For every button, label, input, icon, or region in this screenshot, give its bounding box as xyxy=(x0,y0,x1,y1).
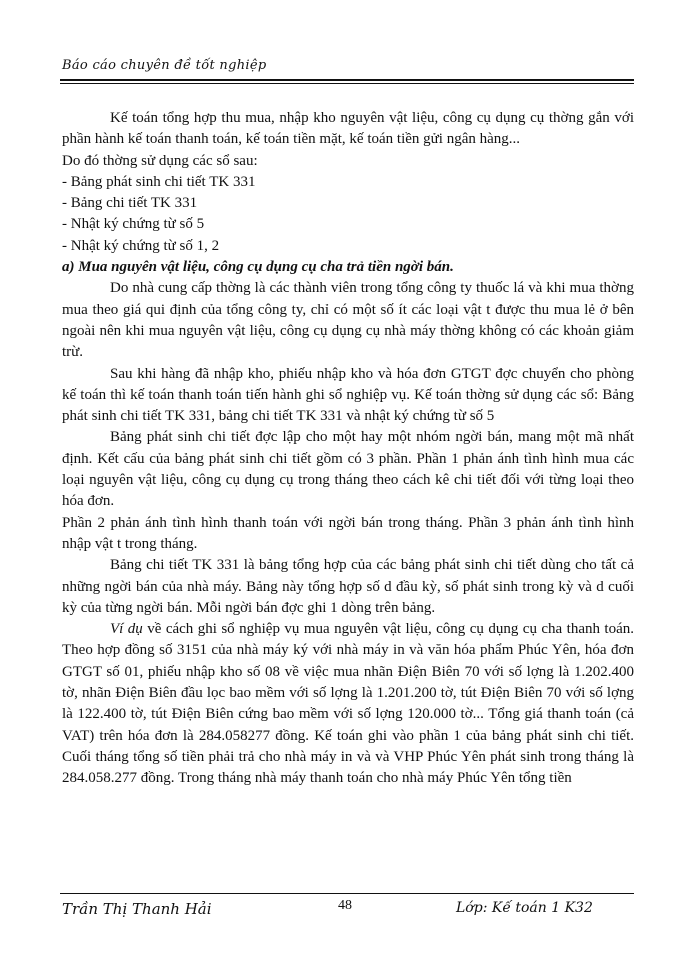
paragraph-2: Do đó thờng sử dụng các sổ sau: xyxy=(62,152,258,169)
list-item: - Nhật ký chứng từ số 1, 2 xyxy=(62,237,220,254)
list-item: - Bảng phát sinh chi tiết TK 331 xyxy=(62,173,256,190)
footer-class-label: Lớp: Kế toán 1 K32 xyxy=(456,900,593,916)
page-header-title: Báo cáo chuyên đề tốt nghiệp xyxy=(62,58,267,73)
section-heading-a: a) Mua nguyên vật liệu, công cụ dụng cụ cha trả tiền ngời bán. xyxy=(62,259,454,276)
example-label: Ví dụ xyxy=(110,621,143,638)
paragraph-8 xyxy=(62,619,634,789)
paragraph-8-text: về cách ghi sổ nghiệp vụ mua nguyên vật liệu, công cụ dụng cụ cha thanh toán. Theo hợp đồng số 3151 của nhà máy ký với nhà máy in và văn hóa phẩm Phúc Yên, hóa đơn GTGT số 01, phiếu nhập kho số 08 về việc mua nhãn Điện Biên 70 với số lợng là 1.202.400 tờ, nhãn Điện Biên đầu lọc bao mềm với số lợng là 1.201.200 tờ, tút Điện Biên 70 với số lợng là 122.400 tờ, tút Điện Biên cứng bao mềm với số lợng 120.000 tờ... Tổng giá thanh toán (cả VAT) trên hóa đơn là 284.058277 đồng. Kế toán ghi vào phần 1 của bảng phát sinh chi tiết. Cuối tháng tổng số tiền phải trả cho nhà máy in và và VHP Phúc Yên phát sinh trong tháng là 284.058.277 đồng. Trong tháng nhà máy thanh toán cho nhà máy Phúc Yên tổng tiền xyxy=(62,621,634,787)
paragraph-7: Bảng chi tiết TK 331 là bảng tổng hợp của các bảng phát sinh chi tiết dùng cho tất cả những ngời bán của nhà máy. Bảng này tổng hợp số d đầu kỳ, số phát sinh trong kỳ và d cuối kỳ của từng ngời bán. Mỗi ngời bán đợc ghi 1 dòng trên bảng. xyxy=(62,557,634,616)
paragraph-3: Do nhà cung cấp thờng là các thành viên trong tổng công ty thuốc lá và khi mua thờng mua theo giá qui định của tổng công ty, chỉ có một số ít các loại vật t được thu mua lẻ ở bên ngoài nên khi mua nguyên vật liệu, công cụ dụng cụ nhà máy thờng không có các khoản giảm trừ. xyxy=(62,280,634,361)
paragraph-1: Kế toán tổng hợp thu mua, nhập kho nguyên vật liệu, công cụ dụng cụ thờng gắn với phần hành kế toán thanh toán, kế toán tiền mặt, kế toán tiền gửi ngân hàng... xyxy=(62,110,634,148)
document-body xyxy=(62,108,634,790)
paragraph-6: Phần 2 phản ánh tình hình thanh toán với ngời bán trong tháng. Phần 3 phản ánh tình hình nhập vật t trong tháng. xyxy=(62,514,634,552)
header-rule-thick xyxy=(60,79,634,81)
paragraph-4: Sau khi hàng đã nhập kho, phiếu nhập kho và hóa đơn GTGT đợc chuyển cho phòng kế toán thì kế toán thanh toán tiến hành ghi sổ nghiệp vụ. Kế toán thờng sử dụng các sổ: Bảng phát sinh chi tiết TK 331, bảng chi tiết TK 331 và nhật ký chứng từ số 5 xyxy=(62,365,634,425)
footer-author: Trần Thị Thanh Hải xyxy=(62,900,212,918)
paragraph-5: Bảng phát sinh chi tiết đợc lập cho một hay một nhóm ngời bán, mang một mã nhất định. Kết cấu của bảng phát sinh chi tiết gồm có 3 phần. Phần 1 phản ánh tình hình mua các loại nguyên vật liệu, công cụ dụng cụ trong tháng theo cách kê chi tiết đối với từng loại theo hóa đơn. xyxy=(62,429,634,510)
footer-page-number: 48 xyxy=(338,898,352,913)
header-rule-thin xyxy=(60,83,634,84)
list-item: - Bảng chi tiết TK 331 xyxy=(62,195,198,212)
list-item: - Nhật ký chứng từ số 5 xyxy=(62,216,205,233)
footer-rule xyxy=(60,893,634,894)
